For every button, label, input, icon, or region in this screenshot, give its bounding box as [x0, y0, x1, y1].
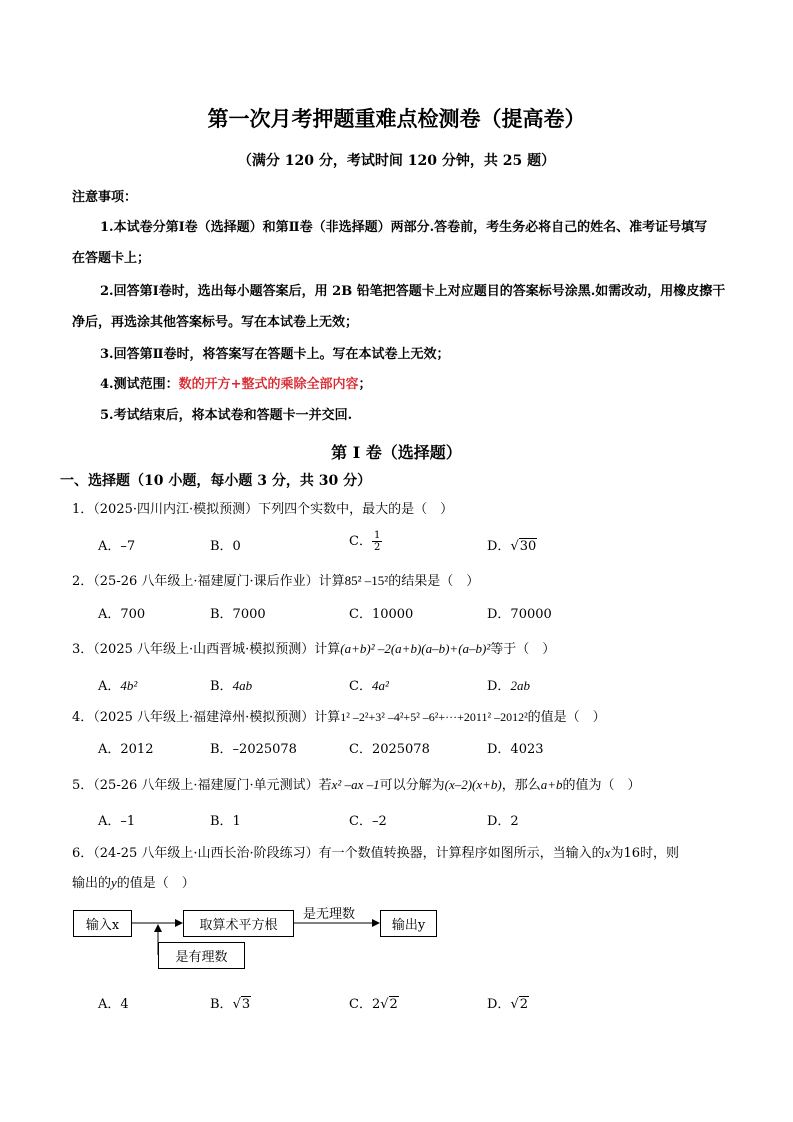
sqrt-symbol: √ 2	[380, 997, 398, 1012]
flow-rational-box: 是有理数	[158, 942, 245, 969]
q3-stem-end: 等于（ ）	[490, 642, 556, 657]
q3-stem-text: 3．（2025 八年级上·山西晋城·模拟预测）计算	[72, 642, 341, 657]
fraction-numerator: 1	[373, 530, 381, 541]
q2-option-b: B．7000	[210, 607, 266, 622]
flow-process-box: 取算术平方根	[183, 910, 294, 937]
q6-var-x: x	[604, 845, 611, 860]
q6-d-label: D．	[487, 997, 511, 1012]
q2-stem-text: 2．（25-26 八年级上·福建厦门·课后作业）计算	[72, 574, 345, 589]
q5-expression-1: x² –ax –1	[331, 777, 380, 792]
q5-option-c: C．–2	[349, 814, 387, 829]
flow-irrational-label: 是无理数	[303, 907, 356, 922]
q6-c-coef: 2	[371, 997, 381, 1012]
q5-stem-text: 5．（25-26 八年级上·福建厦门·单元测试）若	[72, 778, 332, 793]
note-1-line-1: 1.本试卷分第Ⅰ卷（选择题）和第Ⅱ卷（非选择题）两部分.答卷前，考生务必将自己的姓名、准考证号填写	[100, 220, 708, 235]
note-3: 3.回答第Ⅱ卷时，将答案写在答题卡上。写在本试卷上无效；	[100, 347, 450, 362]
page-subtitle: （满分 120 分，考试时间 120 分钟，共 25 题）	[237, 153, 556, 169]
q6-c-label: C．	[349, 997, 372, 1012]
q3-b-math: 4ab	[232, 678, 253, 693]
note-1-line-2: 在答题卡上；	[72, 251, 151, 266]
q3-c-math: 4a²	[371, 678, 389, 693]
note-5: 5.考试结束后，将本试卷和答题卡一并交回.	[100, 408, 353, 423]
q2-expression: 85² –15²	[344, 573, 389, 588]
q3-a-label: A．	[98, 679, 121, 694]
q6-var-y: y	[111, 875, 117, 890]
q5-expression-3: a+b	[540, 777, 563, 792]
q4-expression: 1² –2²+3² –4²+5² –6²+···+2011² –2012²	[340, 710, 528, 724]
q6-line2-end: 的值是（ ）	[116, 876, 195, 891]
q2-stem-end: 的结果是（ ）	[388, 574, 480, 589]
q4-stem-text: 4．（2025 八年级上·福建漳州·模拟预测）计算	[72, 710, 341, 725]
q6-stem-text: 6．（24-25 八年级上·山西长治·阶段练习）有一个数值转换器，计算程序如图所示，当输入的	[72, 846, 605, 861]
q5-expression-2: (x–2)(x+b)	[444, 777, 502, 792]
note-2-line-2: 净后，再选涂其他答案标号。写在本试卷上无效；	[72, 315, 359, 330]
q3-d-label: D．	[487, 679, 511, 694]
q5-stem-mid2: ，那么	[501, 778, 541, 793]
q6-b-label: B．	[210, 997, 233, 1012]
q6-line2-text: 输出的	[72, 876, 112, 891]
part-heading: 一、选择题（10 小题，每小题 3 分，共 30 分）	[60, 473, 372, 489]
sqrt-symbol: √ 3	[232, 997, 251, 1012]
sqrt-radicand: 2	[519, 997, 529, 1012]
q5-option-d: D．2	[487, 814, 519, 829]
q4-option-a: A．2012	[98, 742, 154, 757]
q1-option-c-label: C．	[349, 534, 372, 549]
q6-option-c	[349, 993, 399, 1012]
q6-option-a: A．4	[98, 997, 129, 1012]
sqrt-symbol: √ 2	[510, 997, 529, 1012]
q4-option-d: D．4023	[487, 742, 544, 757]
section-title: 第 I 卷（选择题）	[331, 443, 462, 462]
note-4-end: ；	[358, 377, 372, 392]
q6-option-d	[487, 993, 529, 1012]
note-4-label: 4.测试范围：	[100, 377, 179, 392]
sqrt-radicand: 2	[389, 997, 398, 1012]
q1-option-d-label: D．	[487, 539, 511, 554]
page-title: 第一次月考押题重难点检测卷（提高卷）	[207, 106, 586, 131]
notes-heading: 注意事项：	[72, 190, 138, 205]
q3-c-label: C．	[349, 679, 372, 694]
q5-option-a: A．–1	[98, 814, 136, 829]
q4-stem-end: 的值是（ ）	[527, 710, 606, 725]
q3-d-math: 2ab	[510, 678, 530, 693]
q6-value-16: 16	[623, 846, 640, 861]
q2-option-c: C．10000	[349, 607, 414, 622]
q3-b-label: B．	[210, 679, 233, 694]
fraction-denominator: 2	[373, 542, 381, 553]
q5-stem-end: 的值为（ ）	[562, 778, 641, 793]
q5-stem-mid: 可以分解为	[379, 778, 445, 793]
q6-stem-end: 时，则	[640, 846, 680, 861]
q4-option-b: B．–2025078	[210, 742, 297, 757]
q3-a-math: 4b²	[120, 678, 138, 693]
q1-option-b: B．0	[210, 539, 241, 554]
q5-option-b: B．1	[210, 814, 241, 829]
q2-option-a: A．700	[98, 607, 146, 622]
flow-input-box: 输入x	[73, 910, 132, 937]
q2-option-d: D．70000	[487, 607, 552, 622]
note-2-line-1: 2.回答第Ⅰ卷时，选出每小题答案后，用 2B 铅笔把答题卡上对应题目的答案标号涂黑.如需改动，用橡皮擦干	[100, 284, 726, 299]
q6-option-b	[210, 993, 251, 1012]
q6-stem-mid: 为	[610, 846, 624, 861]
flow-output-box: 输出y	[380, 910, 437, 937]
q4-option-c: C．2025078	[349, 742, 430, 757]
note-4-range: 数的开方+整式的乘除全部内容	[178, 377, 359, 392]
question-1-stem: 1．（2025·四川内江·模拟预测）下列四个实数中，最大的是（ ）	[72, 502, 454, 517]
sqrt-radicand: 3	[241, 997, 251, 1012]
sqrt-symbol: √ 30	[510, 539, 537, 554]
q3-expression: (a+b)² –2(a+b)(a–b)+(a–b)²	[340, 641, 491, 656]
sqrt-radicand: 30	[519, 539, 537, 554]
q1-option-a: A．–7	[98, 539, 136, 554]
